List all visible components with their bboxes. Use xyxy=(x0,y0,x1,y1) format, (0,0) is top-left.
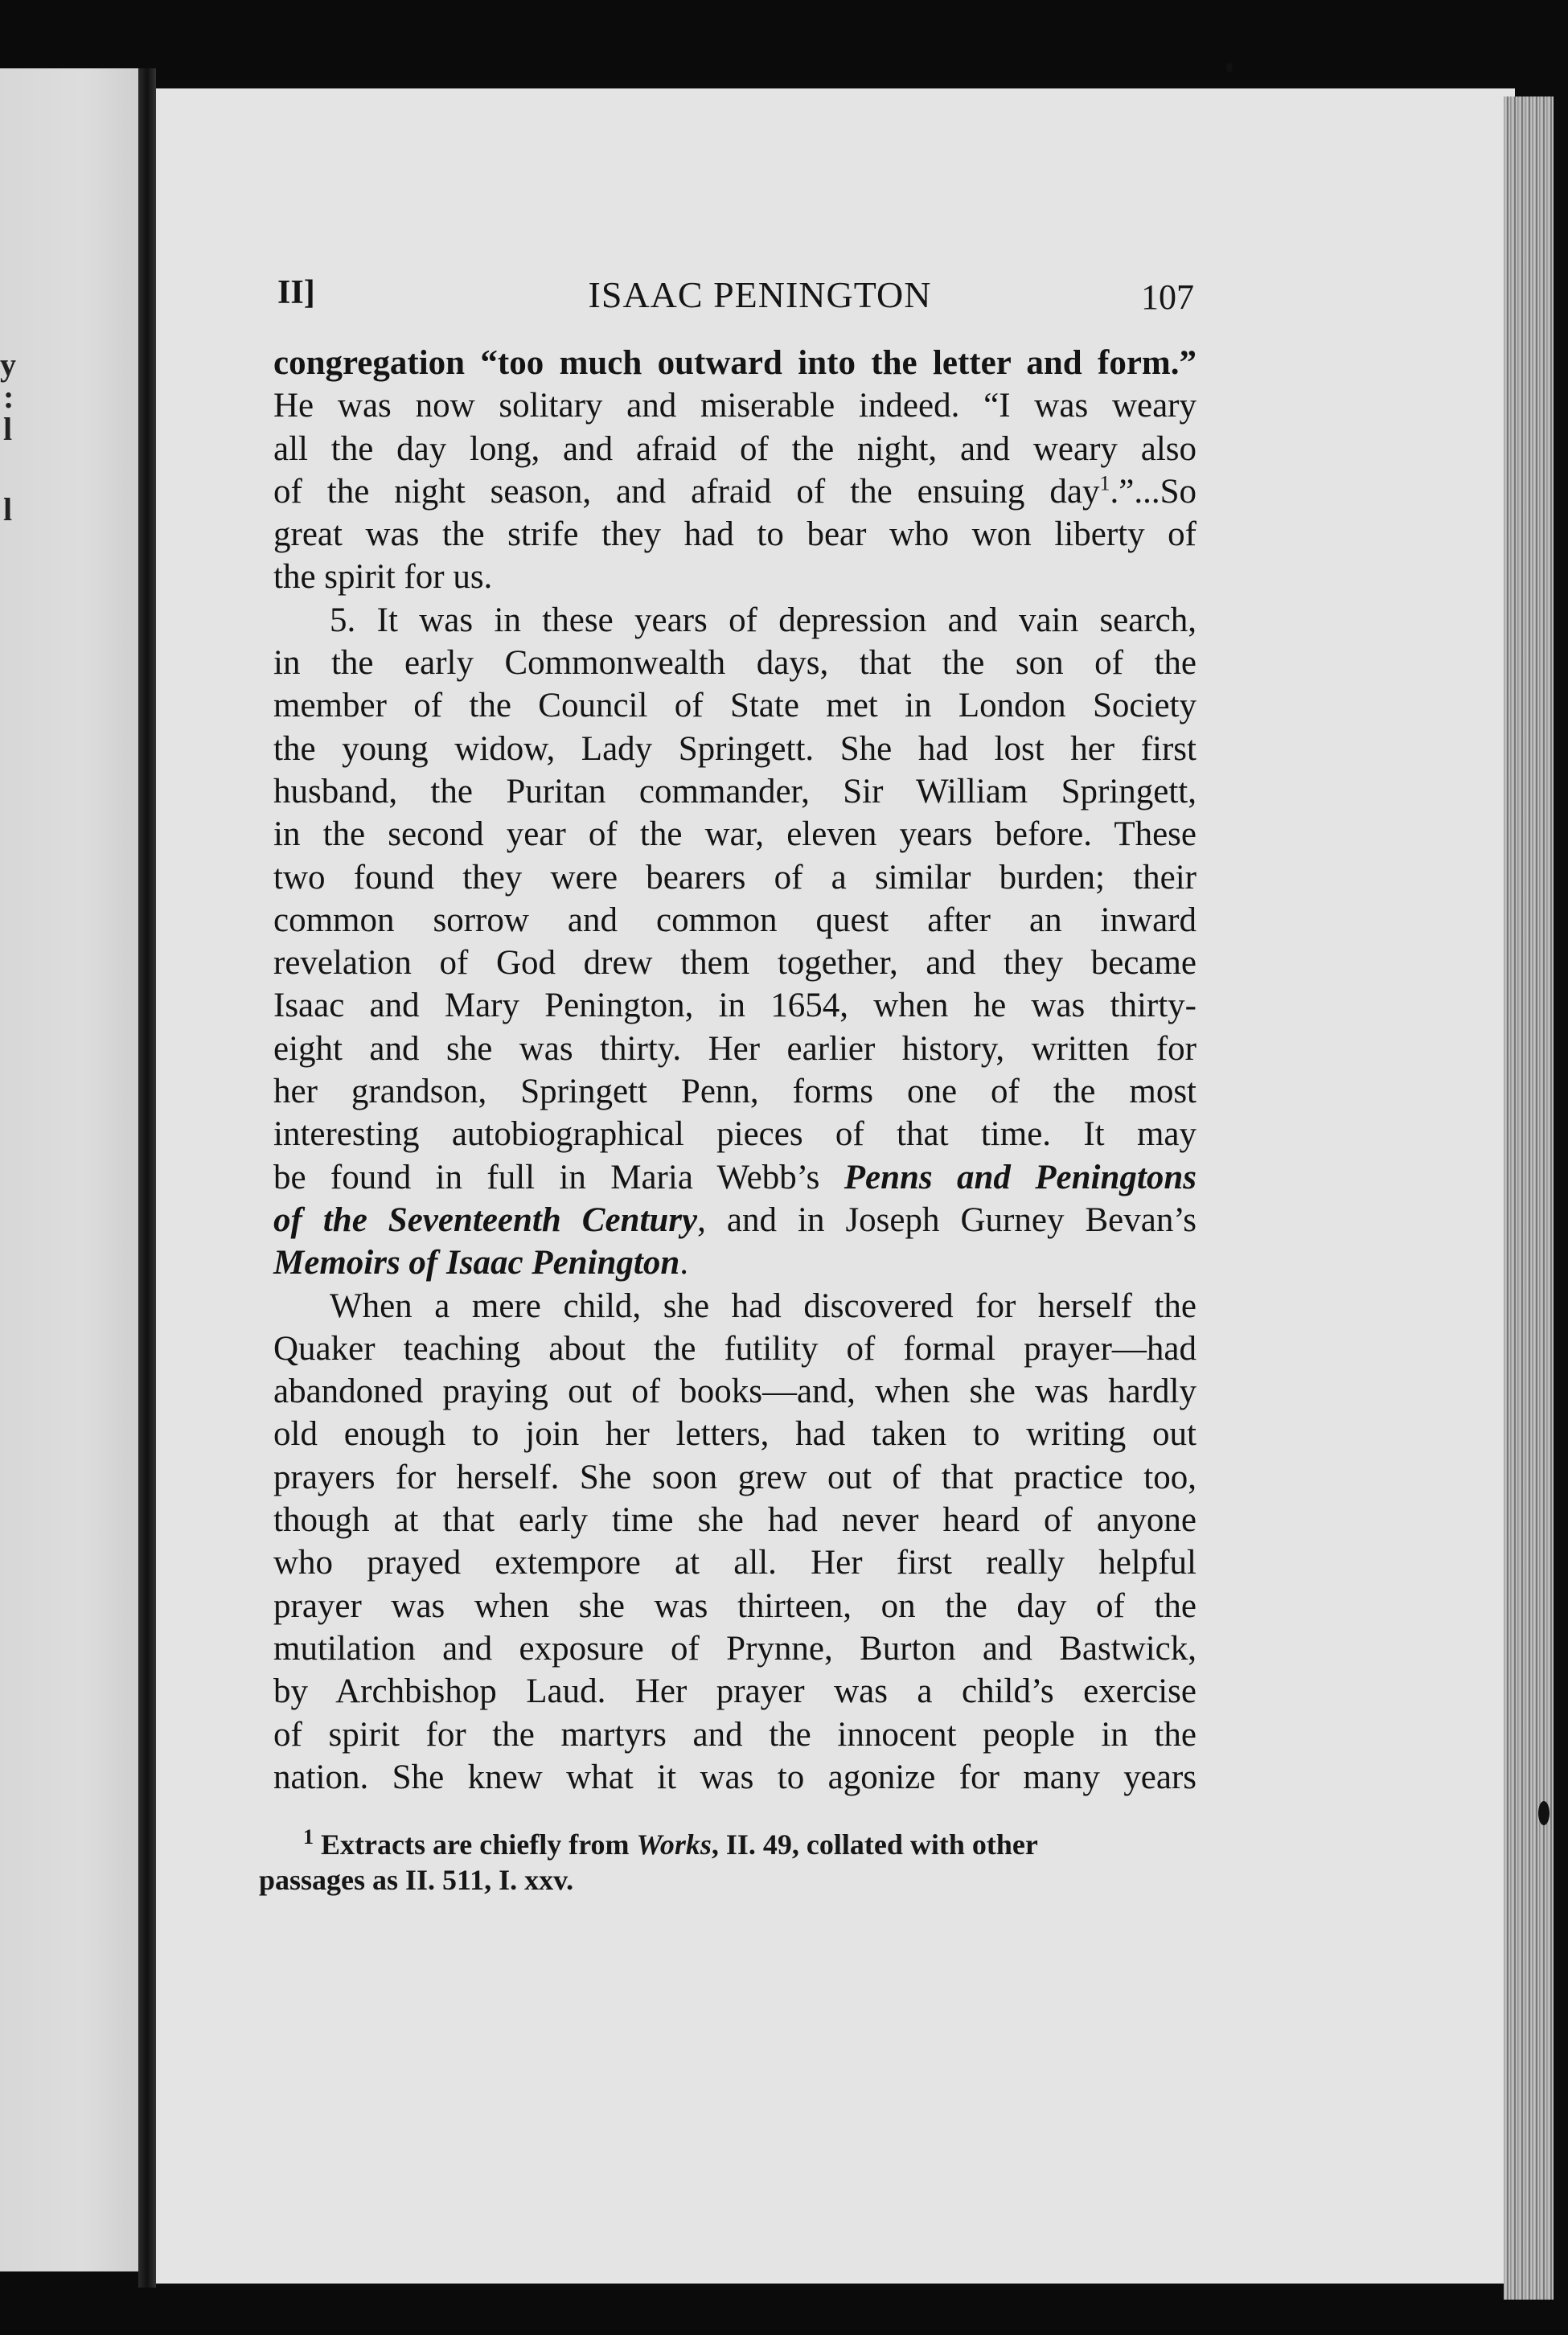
page-edges xyxy=(1504,96,1554,2300)
text-line: though at that early time she had never heard of anyone xyxy=(273,1501,1197,1540)
text-line: great was the strife they had to bear who won liberty of xyxy=(273,515,1197,554)
footnote-marker: 1 xyxy=(303,1825,314,1849)
text-line: by Archbishop Laud. Her prayer was a child’s exercise xyxy=(273,1672,1197,1711)
text-line: in the second year of the war, eleven years before. These xyxy=(273,815,1197,854)
facing-page-mark: y xyxy=(0,347,16,383)
book-gutter xyxy=(138,68,156,2288)
scan-speck xyxy=(1226,63,1233,72)
page-number: 107 xyxy=(1141,277,1194,317)
text-line: abandoned praying out of books—and, when she was hardly xyxy=(273,1373,1197,1411)
text-line: mutilation and exposure of Prynne, Burton and Bastwick, xyxy=(273,1629,1197,1668)
text-line: eight and she was thirty. Her earlier history, written for xyxy=(273,1029,1197,1068)
text-line: of spirit for the martyrs and the innocent people in the xyxy=(273,1715,1197,1754)
chapter-marker: II] xyxy=(277,274,315,311)
facing-page-edge xyxy=(0,68,138,2271)
text-line: prayer was when she was thirteen, on the day of the xyxy=(273,1586,1197,1625)
footnote-line: passages as II. 511, I. xxv. xyxy=(259,1864,574,1896)
text-line: the spirit for us. xyxy=(273,558,493,597)
footnote xyxy=(259,1827,1184,1898)
text-line: Quaker teaching about the futility of formal prayer—had xyxy=(273,1329,1197,1368)
book-title: of the Seventeenth Century xyxy=(273,1200,698,1239)
text-line: of the Seventeenth Century, and in Joseph Gurney Bevan’s xyxy=(273,1200,1197,1239)
text-line: the young widow, Lady Springett. She had lost her first xyxy=(273,729,1197,768)
text-line: be found in full in Maria Webb’s Penns and Peningtons xyxy=(273,1158,1197,1196)
running-title: ISAAC PENINGTON xyxy=(588,274,932,315)
running-head xyxy=(277,273,1194,330)
text-line: two found they were bearers of a similar burden; their xyxy=(273,858,1197,897)
paragraph-start-line: 5. It was in these years of depression and vain search, xyxy=(330,601,1197,639)
text-line: husband, the Puritan commander, Sir William Springett, xyxy=(273,772,1197,810)
text-line: Isaac and Mary Penington, in 1654, when he was thirty- xyxy=(273,987,1197,1025)
paragraph-start-line: When a mere child, she had discovered for herself the xyxy=(330,1287,1197,1325)
text-line: prayers for herself. She soon grew out of that practice too, xyxy=(273,1458,1197,1496)
text-line: Memoirs of Isaac Penington. xyxy=(273,1244,689,1282)
book-title: Memoirs of Isaac Penington xyxy=(273,1244,680,1282)
text-line: nation. She knew what it was to agonize for many years xyxy=(273,1758,1197,1796)
scan-speck xyxy=(1538,1801,1550,1825)
text-line: old enough to join her letters, had taken to writing out xyxy=(273,1415,1197,1454)
facing-page-mark: l xyxy=(3,411,13,447)
book-title: Penns and Peningtons xyxy=(844,1158,1197,1196)
text-line: who prayed extempore at all. Her first really helpful xyxy=(273,1544,1197,1582)
facing-page-mark: : xyxy=(3,379,14,415)
text-line: interesting autobiographical pieces of that time. It may xyxy=(273,1115,1197,1154)
facing-page-mark: l xyxy=(3,491,13,527)
text-line: common sorrow and common quest after an inward xyxy=(273,901,1197,939)
text-line: congregation “too much outward into the letter and form.” xyxy=(273,344,1197,382)
text-line: all the day long, and afraid of the night, and weary also xyxy=(273,429,1197,468)
footnote-reference: 1 xyxy=(1099,471,1110,495)
text-line: member of the Council of State met in London Society xyxy=(273,687,1197,725)
text-line: her grandson, Springett Penn, forms one of the most xyxy=(273,1073,1197,1111)
footnote-line: $^1$ Extracts are chiefly from Works, II. 49, collated with other xyxy=(303,1825,1038,1861)
text-line: in the early Commonwealth days, that the son of the xyxy=(273,644,1197,683)
body-text xyxy=(273,342,1197,1799)
text-line: of the night season, and afraid of the ensuing day$^1$.”...So xyxy=(273,471,1197,511)
book-title: Works xyxy=(636,1828,712,1861)
text-line: revelation of God drew them together, and they became xyxy=(273,944,1197,983)
text-line: He was now solitary and miserable indeed. “I was weary xyxy=(273,387,1197,425)
